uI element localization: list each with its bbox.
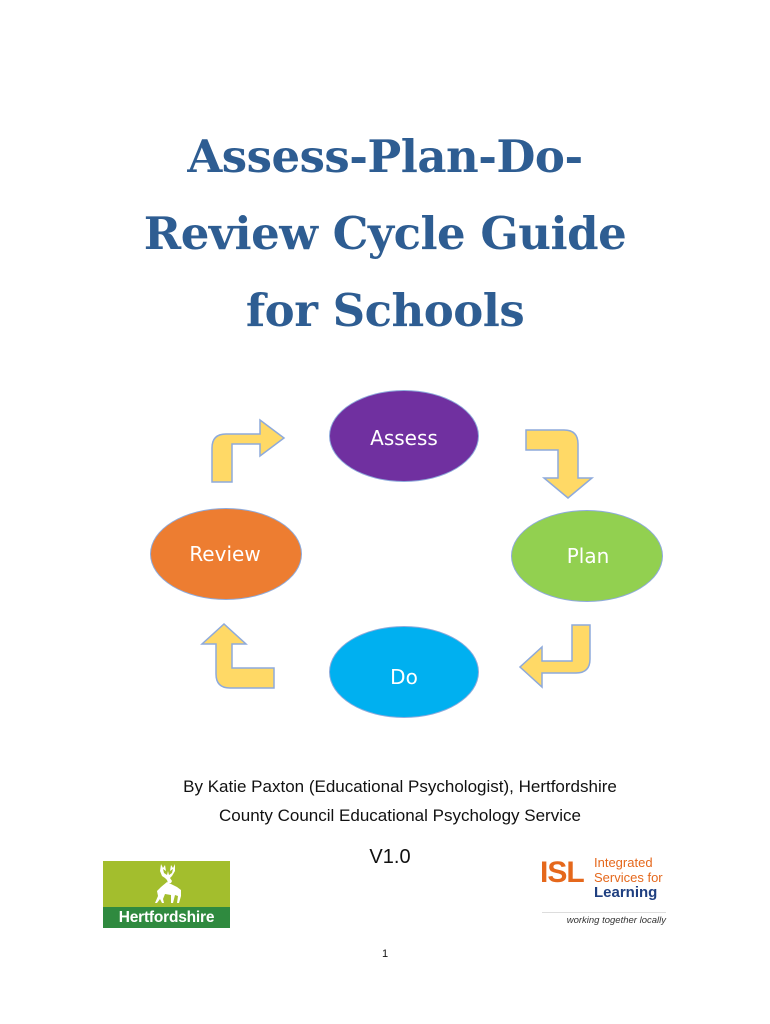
isl-logo [538, 852, 668, 932]
byline-line-2: County Council Educational Psychology Service [219, 806, 581, 825]
isl-mark: ISL [540, 856, 584, 889]
isl-word-2: Services for [594, 870, 663, 885]
stage-review [150, 508, 302, 600]
arrow-assess-to-plan [526, 430, 598, 500]
title-line-2: Review Cycle Guide [143, 207, 627, 260]
isl-word-1: Integrated [594, 855, 653, 870]
arrow-review-to-assess [208, 418, 288, 484]
version-label: V1.0 [369, 846, 411, 868]
arrow-plan-to-do [518, 625, 590, 691]
hertfordshire-wordmark: Hertfordshire [103, 907, 230, 928]
byline-line-1: By Katie Paxton (Educational Psychologist), Hertfordshire [183, 777, 617, 796]
stage-assess-label: Assess [370, 426, 438, 450]
title-line-1: Assess-Plan-Do- [187, 130, 583, 183]
page-number: 1 [381, 948, 389, 960]
document-title [0, 118, 770, 349]
stage-plan-label: Plan [566, 544, 610, 568]
hertfordshire-logo [103, 861, 230, 928]
stage-do-label: Do [390, 665, 418, 689]
arrow-do-to-review [196, 622, 276, 692]
stage-plan [511, 510, 663, 602]
author-byline [100, 772, 700, 830]
stage-assess [329, 390, 479, 482]
isl-tagline: working together locally [542, 912, 666, 926]
stag-icon [151, 863, 185, 905]
isl-words [594, 855, 663, 900]
isl-word-3: Learning [594, 884, 658, 901]
stage-do [329, 626, 479, 718]
title-line-3: for Schools [245, 284, 525, 337]
cycle-diagram [0, 380, 770, 700]
stage-review-label: Review [189, 542, 261, 566]
